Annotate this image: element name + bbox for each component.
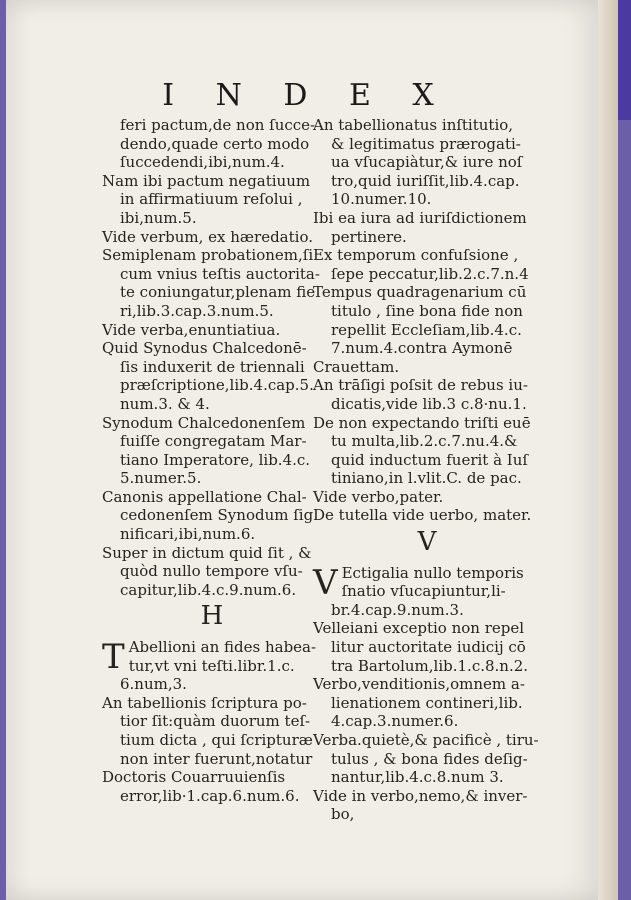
index-line: capitur,lib.4.c.9.num.6.: [120, 580, 297, 599]
left-entries-top: [102, 116, 324, 599]
left-column: [102, 116, 324, 805]
index-line: An tabellionis ſcriptura po-: [102, 693, 307, 712]
section-letter-h: H: [200, 601, 226, 632]
index-line: Crauettam.: [313, 357, 400, 376]
index-line: 4.cap.3.numer.6.: [331, 712, 459, 731]
index-line: feri pactum,de non ſucce-: [120, 116, 316, 134]
index-line: Vide verbum, ex hæredatio.: [102, 227, 313, 246]
index-line: tro,quid iuriſſit,lib.4.cap.: [331, 171, 520, 190]
index-line: Vide verbo,pater.: [313, 487, 444, 506]
index-line: Tempus quadragenarium cū: [313, 283, 527, 302]
index-line: An tabellionatus inſtitutio,: [313, 116, 514, 134]
index-line: ſnatio vſucapiuntur,li-: [341, 582, 506, 601]
dropcap-t: T: [102, 637, 125, 678]
index-line: fuiſſe congregatam Mar-: [120, 432, 307, 451]
index-line: Nam ibi pactum negatiuum: [102, 171, 311, 190]
index-line: An trāſigi poſsit de rebus iu-: [313, 376, 528, 395]
index-line: lienationem contineri,lib.: [331, 693, 523, 712]
index-line: De tutella vide uerbo, mater.: [313, 506, 532, 525]
index-line: titulo , ſine bona fide non: [331, 301, 523, 320]
index-line: 7.num.4.contra Aymonē: [331, 339, 513, 358]
right-entries-bottom: [313, 564, 543, 824]
index-line: Semiplenam probationem,ſi: [102, 246, 314, 265]
index-line: dendo,quade certo modo: [120, 134, 310, 153]
index-line: Synodum Chalcedonenſem: [102, 413, 306, 432]
index-line: Ectigalia nullo temporis: [341, 563, 524, 582]
index-line: tu multa,lib.2.c.7.nu.4.&: [331, 432, 518, 451]
index-line: præſcriptione,lib.4.cap.5.: [120, 376, 314, 395]
section-letter-v: V: [417, 527, 439, 558]
index-line: dicatis,vide lib.3 c.8·nu.1.: [331, 394, 527, 413]
index-line: ua vſucapiàtur,& iure noſ: [331, 153, 523, 172]
index-line: Abellioni an fides habea-: [128, 638, 317, 657]
book-page: [6, 0, 606, 900]
index-line: Quid Synodus Chalcedonē-: [102, 339, 307, 358]
index-line: tiano Imperatore, lib.4.c.: [120, 450, 311, 469]
index-line: ſepe peccatur,lib.2.c.7.n.4: [331, 264, 529, 283]
index-line: 6.num,3.: [120, 675, 187, 694]
index-line: 10.numer.10.: [331, 190, 432, 209]
index-line: & legitimatus prærogati-: [331, 134, 521, 153]
index-line: num.3. & 4.: [120, 394, 210, 413]
index-line: tulus , & bona fides deſig-: [331, 749, 528, 768]
index-line: cedonenſem Synodum ſig: [120, 506, 314, 525]
index-line: Vide in verbo,nemo,& inver-: [313, 786, 528, 805]
index-line: tior ſit:quàm duorum teſ-: [120, 712, 311, 731]
index-line: nificari,ibi,num.6.: [120, 525, 256, 544]
index-line: litur auctoritate iudicij cō: [331, 638, 526, 657]
index-line: Ex temporum confuſsione ,: [313, 246, 519, 265]
index-line: quòd nullo tempore vſu-: [120, 562, 303, 581]
dropcap-v: V: [313, 562, 338, 603]
index-line: Vide verba,enuntiatiua.: [102, 320, 281, 339]
right-column: [313, 116, 543, 824]
index-line: pertinere.: [331, 227, 407, 246]
index-line: tra Bartolum,lib.1.c.8.n.2.: [331, 656, 529, 675]
index-line: te coniungatur,plenam fie: [120, 283, 316, 302]
index-line: ſuccedendi,ibi,num.4.: [120, 153, 285, 172]
index-line: Velleiani exceptio non repel: [313, 619, 525, 638]
right-entries-top: [313, 116, 543, 525]
page-title: I N D E X: [162, 78, 450, 113]
left-entries-bottom: [102, 638, 324, 805]
index-line: Super in dictum quid ſit , &: [102, 543, 312, 562]
index-line: 5.numer.5.: [120, 469, 202, 488]
index-line: ibi,num.5.: [120, 208, 197, 227]
index-line: De non expectando triſti euē: [313, 413, 531, 432]
index-line: Doctoris Couarruuienſis: [102, 768, 286, 787]
index-line: ri,lib.3.cap.3.num.5.: [120, 301, 274, 320]
index-line: ſis induxerit de triennali: [120, 357, 305, 376]
index-line: tur,vt vni teſti.libr.1.c.: [128, 656, 295, 675]
index-line: tiniano,in l.vlit.C. de pac.: [331, 469, 522, 488]
index-line: Verba.quietè,& pacificè , tiru-: [313, 731, 539, 749]
index-line: bo,: [331, 805, 355, 824]
index-line: nantur,lib.4.c.8.num 3.: [331, 768, 504, 787]
index-line: repellit Eccleſiam,lib.4.c.: [331, 320, 522, 339]
index-line: Ibi ea iura ad iuriſdictionem: [313, 208, 527, 227]
index-line: Canonis appellatione Chal-: [102, 487, 307, 506]
index-line: Verbo,venditionis,omnem a-: [313, 675, 525, 694]
index-line: cum vnius teſtis auctorita-: [120, 264, 320, 283]
index-line: non inter fuerunt,notatur: [120, 749, 313, 768]
index-line: quid inductum fuerit à Iuſ: [331, 450, 528, 469]
page-edge: [598, 0, 618, 900]
index-line: tium dicta , qui ſcripturæ: [120, 731, 313, 749]
index-line: br.4.cap.9.num.3.: [331, 600, 464, 619]
index-line: error,lib·1.cap.6.num.6.: [120, 786, 300, 805]
index-line: in affirmatiuum reſolui ,: [120, 190, 303, 209]
